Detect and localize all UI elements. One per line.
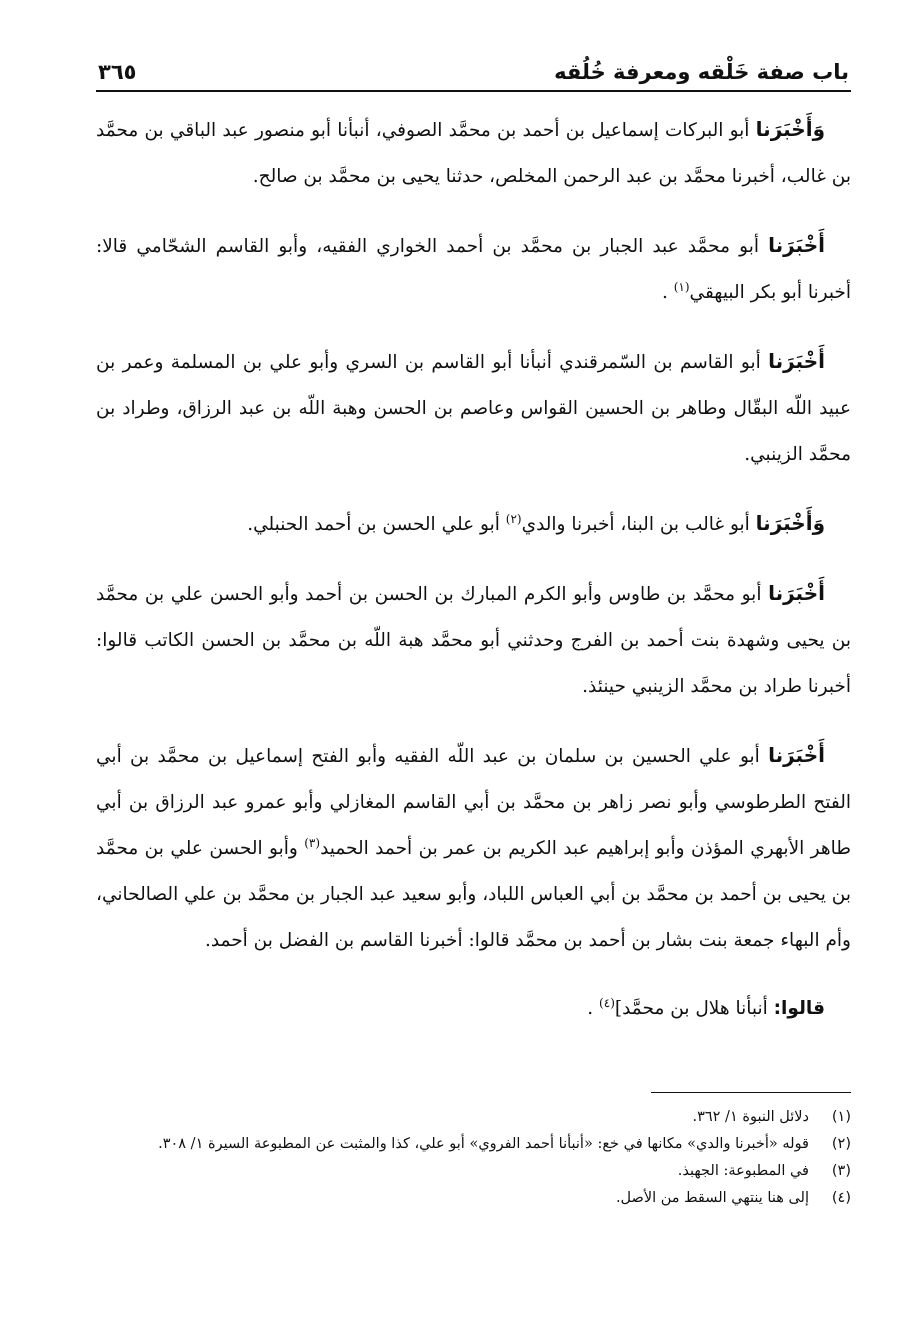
footnote xyxy=(96,1185,851,1212)
paragraph-text-tail: وأبو الحسن علي بن محمَّد بن يحيى بن أحمد بن محمَّد بن أبي العباس اللباد، وأبو سعيد عبد الجبار بن محمَّد بن علي الصالحاني، وأم البهاء جمعة بنت بشار بن أحمد بن محمَّد قالوا: أخبرنا القاسم بن الفضل بن أحمد. xyxy=(96,838,851,951)
paragraph-text: أبو محمَّد بن طاوس وأبو الكرم المبارك بن الحسن بن أحمد وأبو الحسن علي بن محمَّد بن يحيى وشهدة بنت أحمد بن الفرج وحدثني أبو محمَّد هبة اللّه بن محمَّد بن الحسن الكاتب قالوا: أخبرنا طراد بن محمَّد الزينبي حينئذ. xyxy=(96,584,852,697)
footnote-reference: (٤) xyxy=(599,995,615,1010)
isnad-paragraph xyxy=(96,732,851,964)
paragraph-text: أبو محمَّد عبد الجبار بن محمَّد بن أحمد الخواري الفقيه، وأبو القاسم الشحّامي قالا: أخبرنا أبو بكر البيهقي xyxy=(96,236,851,303)
main-text xyxy=(96,106,851,1032)
running-header xyxy=(96,52,851,92)
isnad-paragraph xyxy=(96,570,851,710)
paragraph-text-tail: . xyxy=(587,998,600,1019)
footnote xyxy=(96,1104,851,1131)
paragraph-text: أنبأنا هلال بن محمَّد] xyxy=(614,998,774,1019)
footnote-number: (١) xyxy=(831,1109,851,1125)
chapter-title: باب صفة خَلْقه ومعرفة خُلُقه xyxy=(554,60,849,84)
footnote-number: (٢) xyxy=(831,1136,851,1152)
footnote-number: (٤) xyxy=(831,1190,851,1206)
footnote xyxy=(96,1158,851,1185)
paragraph-lead-word: أَخْبَرَنا xyxy=(768,233,825,257)
footnote-reference: (٢) xyxy=(505,511,522,526)
paragraph-lead-word: وَأَخْبَرَنا xyxy=(755,511,825,535)
isnad-paragraph xyxy=(96,986,851,1032)
isnad-paragraph xyxy=(96,338,851,478)
footnote-text: إلى هنا ينتهي السقط من الأصل. xyxy=(615,1190,809,1206)
paragraph-text: أبو القاسم بن السّمرقندي أنبأنا أبو القاسم بن السري وأبو علي بن المسلمة وعمر بن عبيد اللّه البقّال وطاهر بن الحسين القواس وعاصم بن الحسن وهبة اللّه بن عبد الرزاق، وطراد بن محمَّد الزينبي. xyxy=(96,352,851,465)
paragraph-text-tail: . xyxy=(661,282,674,303)
footnote-text: في المطبوعة: الجهبذ. xyxy=(677,1163,809,1179)
paragraph-lead-word: أَخْبَرَنا xyxy=(768,581,825,605)
footnote-divider xyxy=(651,1092,851,1093)
isnad-paragraph xyxy=(96,222,851,316)
footnote-text: قوله «أخبرنا والدي» مكانها في خع: «أنبأنا أحمد الفروي» أبو علي، كذا والمثبت عن المطبوعة السيرة ١/ ٣٠٨. xyxy=(158,1136,809,1152)
footnote-number: (٣) xyxy=(831,1163,851,1179)
paragraph-lead-word: أَخْبَرَنا xyxy=(768,349,825,373)
paragraph-lead-word: وَأَخْبَرَنا xyxy=(755,117,825,141)
isnad-paragraph xyxy=(96,106,851,200)
footnote-reference: (٣) xyxy=(304,835,321,850)
isnad-paragraph xyxy=(96,500,851,548)
paragraph-text: أبو علي الحسين بن سلمان بن عبد اللّه الفقيه وأبو الفتح إسماعيل بن محمَّد بن أبي الفتح الطرطوسي وأبو نصر زاهر بن محمَّد بن أبي القاسم المغازلي وأبو عمرو عبد الرزاق بن أبي طاهر الأبهري المؤذن وأبو إبراهيم عبد الكريم بن عمر بن أحمد الحميد xyxy=(96,746,852,859)
page-number: ٣٦٥ xyxy=(98,60,137,84)
footnote xyxy=(96,1131,851,1158)
paragraph-text: أبو البركات إسماعيل بن أحمد بن محمَّد الصوفي، أنبأنا أبو منصور عبد الباقي بن محمَّد بن غالب، أخبرنا محمَّد بن عبد الرحمن المخلص، حدثنا يحيى بن محمَّد بن صالح. xyxy=(96,120,851,187)
paragraph-lead-word: قالوا: xyxy=(773,998,825,1019)
footnotes xyxy=(96,1104,851,1212)
footnote-text: دلائل النبوة ١/ ٣٦٢. xyxy=(692,1109,809,1125)
paragraph-lead-word: أَخْبَرَنا xyxy=(768,743,825,767)
paragraph-text-tail: أبو علي الحسن بن أحمد الحنبلي. xyxy=(247,514,506,535)
paragraph-text: أبو غالب بن البنا، أخبرنا والدي xyxy=(521,514,756,535)
footnote-reference: (١) xyxy=(673,279,690,294)
